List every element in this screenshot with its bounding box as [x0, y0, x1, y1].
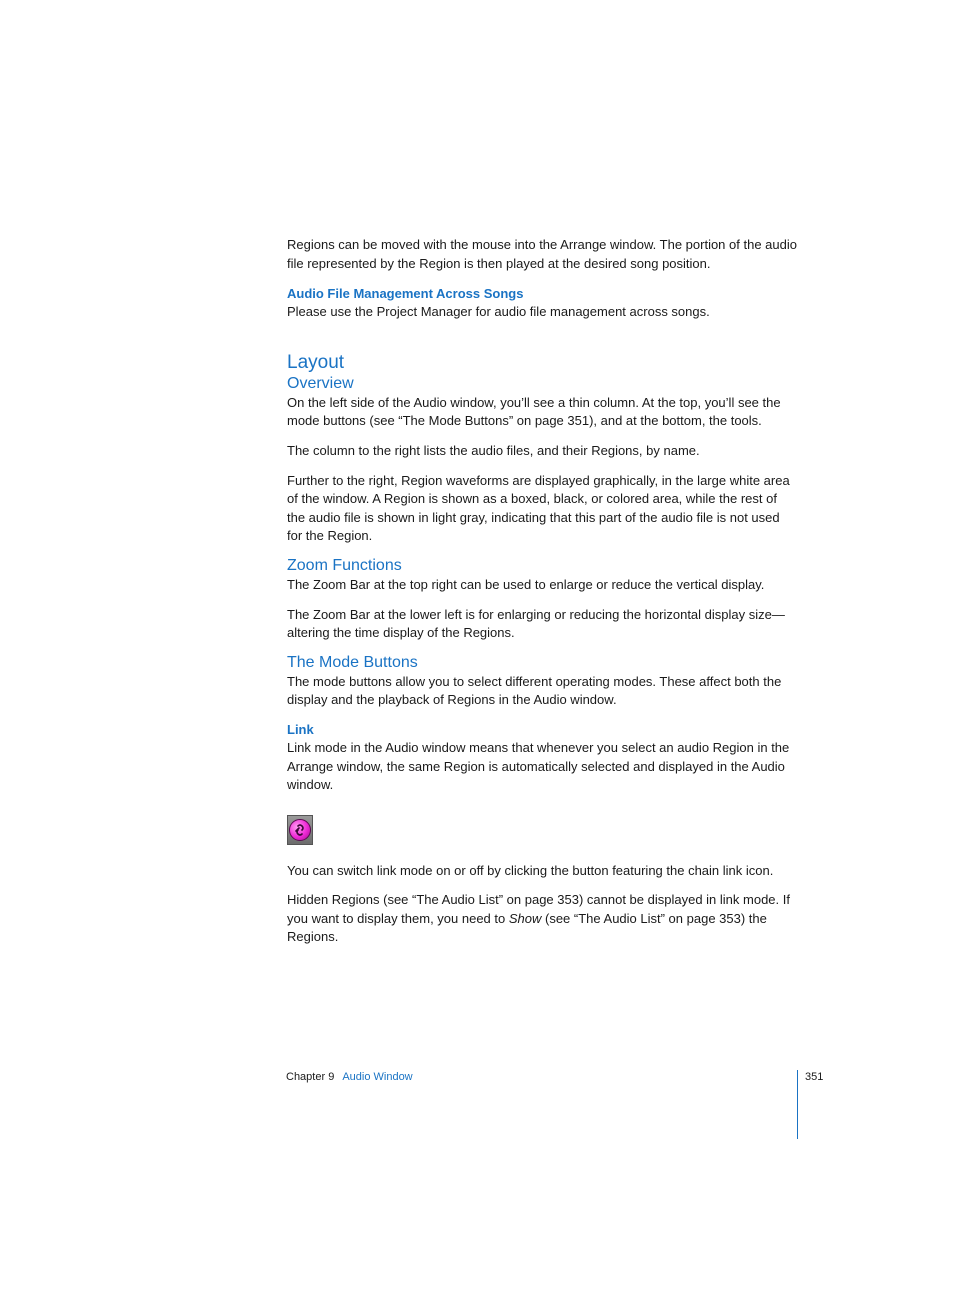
chain-link-icon	[289, 819, 311, 841]
mode-buttons-paragraph: The mode buttons allow you to select different operating modes. These affect both the display and the playback of Regions in the Audio window.	[287, 673, 782, 708]
zoom-paragraph-1: The Zoom Bar at the top right can be used to enlarge or reduce the vertical display.	[287, 576, 765, 592]
subsection-heading-link: Link	[287, 721, 314, 737]
page-number: 351	[805, 1071, 824, 1083]
overview-paragraph-2: The column to the right lists the audio files, and their Regions, by name.	[287, 442, 700, 458]
show-command: Show	[508, 910, 542, 926]
section-heading-overview: Overview	[287, 374, 354, 392]
intro-paragraph: Regions can be moved with the mouse into the Arrange window. The portion of the audio file represented by the Region is then played at the desired song position.	[287, 237, 797, 271]
link-mode-button[interactable]	[287, 815, 313, 845]
footer-chapter-title: Audio Window	[342, 1071, 413, 1083]
footer-divider	[797, 1070, 798, 1139]
link-paragraph-1: Link mode in the Audio window means that whenever you select an audio Region in the Arrange window, the same Region is automatically selected and displayed in the Audio window.	[287, 739, 790, 793]
link-paragraph-3: Hidden Regions (see “The Audio List” on page 353) cannot be displayed in link mode. If you want to display them, you need to Show (see “The Audio List” on page 353) the Regions.	[287, 892, 790, 945]
page-footer	[286, 1070, 413, 1084]
footer-chapter: Chapter 9	[286, 1071, 335, 1083]
section-heading-mode-buttons: The Mode Buttons	[287, 653, 418, 671]
audio-file-management-paragraph: Please use the Project Manager for audio file management across songs.	[287, 304, 710, 320]
section-heading-zoom-functions: Zoom Functions	[287, 556, 402, 574]
overview-paragraph-1: On the left side of the Audio window, you’ll see a thin column. At the top, you’ll see the mode buttons (see “The Mode Buttons” on page 351), and at the bottom, the tools.	[287, 394, 781, 429]
zoom-paragraph-2: The Zoom Bar at the lower left is for enlarging or reducing the horizontal display size—altering the time display of the Regions.	[287, 606, 785, 641]
overview-paragraph-3: Further to the right, Region waveforms are displayed graphically, in the large white area of the window. A Region is shown as a boxed, black, or colored area, while the rest of the audio file is shown in light gray, indicating that this part of the audio file is not used for the Region.	[287, 472, 790, 544]
chapter-section-title: Layout	[287, 351, 345, 373]
page-content	[287, 236, 797, 947]
section-heading-audio-file-management: Audio File Management Across Songs	[287, 286, 524, 302]
link-paragraph-2: You can switch link mode on or off by clicking the button featuring the chain link icon.	[287, 862, 774, 878]
